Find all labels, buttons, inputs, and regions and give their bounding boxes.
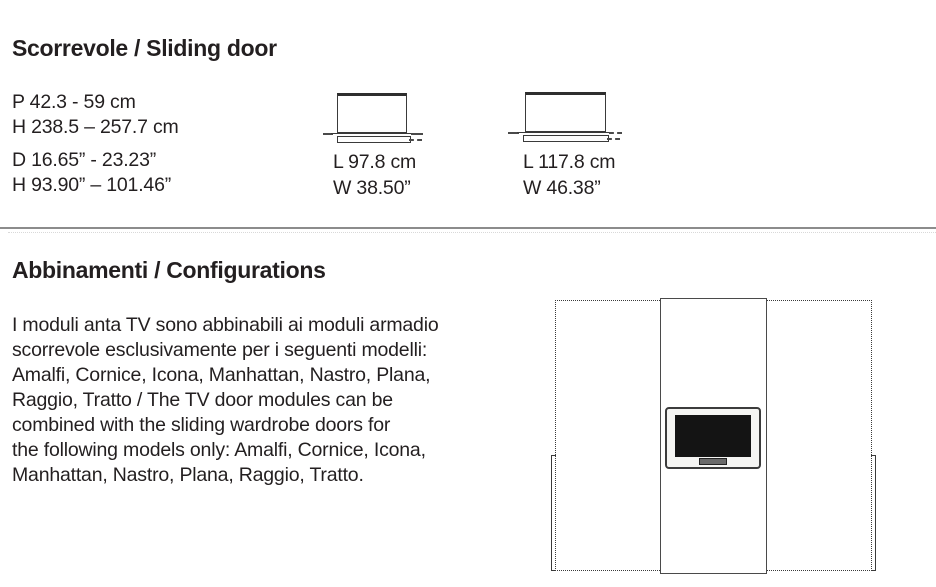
paragraph-line: Amalfi, Cornice, Icona, Manhattan, Nastro, Plana,	[12, 364, 431, 386]
paragraph-line: the following models only: Amalfi, Cornice, Icona,	[12, 439, 426, 461]
door-small-width-in: W 38.50”	[333, 177, 411, 199]
dimensions-imperial	[12, 148, 171, 198]
paragraph-line: Raggio, Tratto / The TV door modules can be	[12, 389, 393, 411]
door-rail	[517, 132, 611, 133]
dimension-height-in: H 93.90” – 101.46”	[12, 174, 172, 196]
paragraph-line: combined with the sliding wardrobe doors for	[12, 414, 391, 436]
dimension-depth-in: D 16.65” - 23.23”	[12, 149, 157, 171]
door-front-panel	[337, 93, 407, 133]
door-front-panel	[525, 92, 606, 132]
door-large-width-in: W 46.38”	[523, 177, 601, 199]
paragraph-line: scorrevole esclusivamente per i seguenti modelli:	[12, 339, 428, 361]
rail-dash-right	[609, 132, 622, 134]
tv-soundbar	[699, 458, 727, 465]
door-large-length-cm: L 117.8 cm	[523, 151, 616, 173]
rail-dash-right	[411, 133, 423, 135]
section-divider	[0, 227, 936, 229]
paragraph-line: Manhattan, Nastro, Plana, Raggio, Tratto.	[12, 464, 364, 486]
left-door-edge	[551, 455, 556, 571]
door-rail	[331, 133, 413, 134]
track-dash-right	[409, 139, 422, 141]
tv-frame	[665, 407, 761, 469]
configurations-title: Abbinamenti / Configurations	[12, 257, 326, 283]
center-tv-door-panel	[660, 298, 767, 574]
track-dash-right	[607, 138, 620, 140]
door-large-dimensions	[523, 149, 615, 201]
sliding-door-title: Scorrevole / Sliding door	[12, 35, 277, 61]
dimensions-metric	[12, 90, 179, 140]
door-track	[523, 135, 609, 142]
door-small-length-cm: L 97.8 cm	[333, 151, 417, 173]
configurations-paragraph	[12, 313, 438, 488]
wardrobe-diagram	[555, 300, 872, 571]
door-track	[337, 136, 411, 143]
dimension-depth-cm: P 42.3 - 59 cm	[12, 91, 136, 113]
paragraph-line: I moduli anta TV sono abbinabili ai moduli armadio	[12, 314, 439, 336]
right-door-edge	[871, 455, 876, 571]
section-divider-dots	[8, 232, 936, 233]
door-small-dimensions	[333, 149, 416, 201]
tv-screen	[675, 415, 751, 457]
dimension-height-cm: H 238.5 – 257.7 cm	[12, 116, 179, 138]
